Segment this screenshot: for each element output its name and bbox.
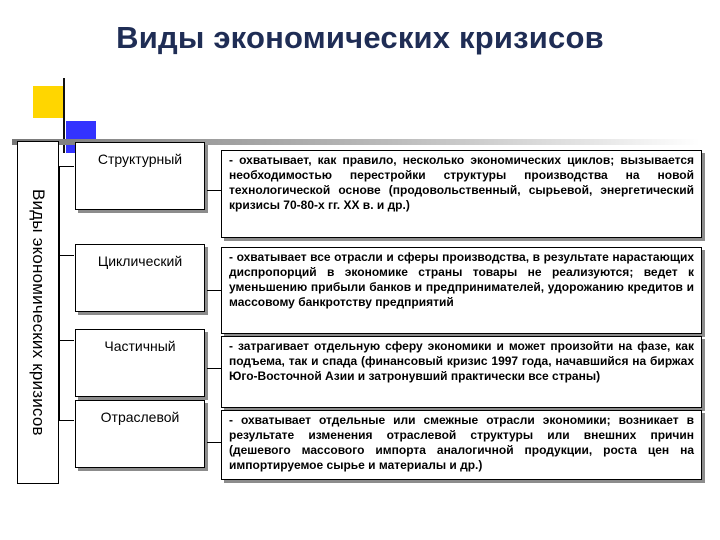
crisis-description: - затрагивает отдельную сферу экономики и может произойти на фазе, как подъема, так и спада (финансовый кризис 1997 года, начавшийся на биржах Юго-Восточной Азии и затронувший практически все страны): [229, 339, 694, 383]
connector-line: [207, 190, 221, 191]
connector-branch: [59, 255, 74, 256]
crisis-description: - охватывает, как правило, несколько экономических циклов; вызывается необходимостью перестройки структуры производства на новой технологической основе (продовольственный, сырьевой, энергетический кризисы 70-80-х гг. XX в. и др.): [229, 153, 694, 212]
crisis-description-box: [221, 410, 702, 480]
crisis-type-box: [75, 244, 205, 312]
connector-branch: [59, 340, 74, 341]
slide-title: Виды экономических кризисов: [116, 20, 604, 55]
crisis-type-box: [75, 329, 205, 397]
connector-branch: [59, 420, 74, 421]
crisis-type-box: [75, 142, 205, 210]
crisis-type-box: [75, 400, 205, 468]
connector-line: [207, 442, 221, 443]
crisis-description-box: [221, 150, 702, 238]
crisis-description-box: [221, 336, 702, 408]
crisis-type-label: Структурный: [97, 151, 183, 167]
side-label-box: [17, 141, 59, 484]
crisis-description: - охватывает все отрасли и сферы производства, в результате нарастающих диспропорций в экономике страны товары не реализуются; ведет к уменьшению прибыли банков и предпринимателей, удорожанию кредитов и массовому банкротству предприятий: [229, 250, 694, 309]
connector-line: [207, 368, 221, 369]
crisis-description: - охватывает отдельные или смежные отрасли экономики; возникает в результате изменения отраслевой структуры или внешних причин (дешевого массового импорта аналогичной продукции, роста цен на импортируемое сырье и материалы и др.): [229, 413, 694, 472]
crisis-description-box: [221, 247, 702, 334]
crisis-type-label: Частичный: [104, 338, 176, 354]
connector-trunk: [59, 166, 74, 420]
crisis-type-label: Отраслевой: [100, 409, 180, 425]
crisis-type-label: Циклический: [97, 253, 183, 269]
connector-branch: [59, 166, 74, 167]
side-label: Виды экономических кризисов: [29, 189, 48, 436]
decor-yellow-square: [33, 86, 63, 118]
connector-line: [207, 290, 221, 291]
